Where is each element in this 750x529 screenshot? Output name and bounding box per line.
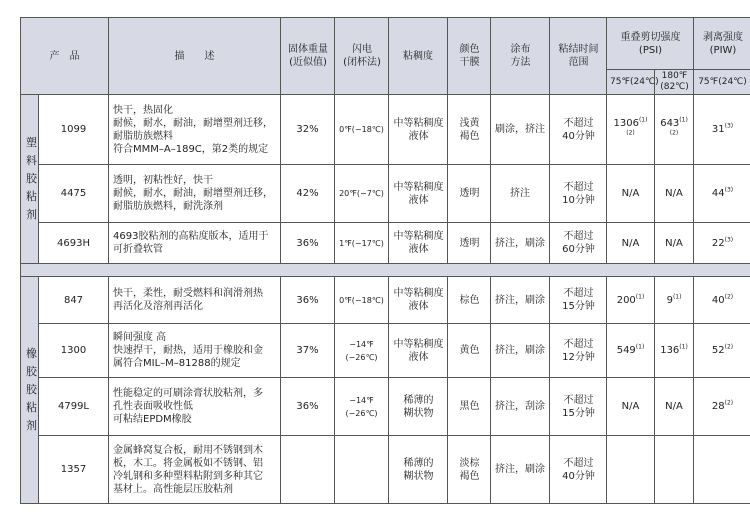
header-peel-temp-75: 75℉(24℃) [694, 70, 750, 95]
shear-75-value: 200 [616, 294, 636, 306]
product-code: 1099 [39, 95, 109, 165]
shear-75 [607, 277, 655, 324]
product-description: 4693胶粘剂的高粘度版本，适用于 可折叠软管 [109, 223, 281, 264]
shear-180-value: 136 [660, 345, 680, 356]
footnote-ref: (1)(2) [669, 116, 688, 137]
flash-point [335, 436, 389, 504]
product-description: 透明，初粘性好，快干 耐候，耐水，耐油，耐增塑剂迁移， 耐脂肪族燃料，耐洗涤剂 [109, 165, 281, 223]
peel-75 [694, 165, 750, 223]
shear-75-value: N/A [621, 237, 640, 249]
product-code: 1300 [39, 324, 109, 378]
shear-75 [607, 95, 655, 165]
shear-180-value: N/A [665, 188, 683, 199]
flash-point: 0℉(−18℃) [335, 277, 389, 324]
shear-75-value: N/A [621, 401, 640, 412]
footnote-ref: (3) [724, 122, 734, 130]
footnote-ref: (2) [724, 343, 734, 351]
header-description: 描 述 [109, 18, 281, 95]
header-solid-weight: 固体重量 (近似值) [281, 18, 335, 95]
footnote-ref: (1) [635, 293, 645, 301]
category-plastic-adhesive: 塑 料 胶 粘 剂 [21, 95, 39, 264]
product-description: 快干，柔性，耐受燃料和润滑剂热 再活化及溶剂再活化 [109, 277, 281, 324]
flash-point: −14℉(−26℃) [335, 378, 389, 436]
viscosity: 中等粘稠度 液体 [389, 277, 448, 324]
table-row [21, 165, 750, 223]
section-divider [21, 264, 750, 277]
solid-weight: 36% [281, 378, 335, 436]
flash-point: −14℉(−26℃) [335, 324, 389, 378]
shear-75 [607, 165, 655, 223]
header-shear-strength: 重叠剪切强度 (PSI) [607, 18, 694, 70]
bond-time: 不超过 40分钟 [550, 95, 607, 165]
product-code: 1357 [39, 436, 109, 504]
product-description: 金属蜂窝复合板，耐用不锈钢到木 板，木工。将金属板如不锈钢、铝 冷轧钢和多种塑料粘附到多种其它 基材上。高性能层压胶粘剂 [109, 436, 281, 504]
bond-time: 不超过 40分钟 [550, 436, 607, 504]
peel-75 [694, 324, 750, 378]
footnote-ref: (3) [724, 236, 734, 244]
footnote-ref: (1) [679, 343, 688, 351]
application-method: 挤注，刷涂 [491, 324, 550, 378]
peel-75-value: 40 [711, 294, 725, 306]
viscosity: 中等粘稠度 液体 [389, 165, 448, 223]
shear-180-value: N/A [665, 237, 683, 249]
solid-weight: 37% [281, 324, 335, 378]
product-code: 4693H [39, 223, 109, 264]
header-shear-temp-75: 75℉(24℃) [607, 70, 655, 95]
flash-point: 20℉(−7℃) [335, 165, 389, 223]
header-product: 产 品 [21, 18, 109, 95]
adhesive-spec-table [20, 17, 750, 504]
solid-weight: 36% [281, 277, 335, 324]
solid-weight: 32% [281, 95, 335, 165]
shear-180-value: N/A [665, 401, 683, 412]
category-rubber-adhesive: 橡 胶 胶 粘 剂 [21, 277, 39, 504]
product-description: 快干，热固化 耐候，耐水，耐油，耐增塑剂迁移， 耐脂肪族燃料 符合MMM–A–189C，第2类的规定 [109, 95, 281, 165]
peel-75-value: 22 [711, 237, 725, 249]
header-bond-time: 粘结时间 范围 [550, 18, 607, 95]
color: 黄色 [448, 324, 491, 378]
color: 棕色 [448, 277, 491, 324]
solid-weight: 36% [281, 223, 335, 264]
shear-180 [655, 436, 694, 504]
application-method: 挤注，刷涂 [491, 277, 550, 324]
table-row [21, 277, 750, 324]
peel-75-value: 52 [711, 345, 725, 356]
peel-75-value: 28 [711, 401, 725, 412]
bond-time: 不超过 12分钟 [550, 324, 607, 378]
shear-180 [655, 324, 694, 378]
viscosity: 中等粘稠度 液体 [389, 95, 448, 165]
solid-weight [281, 436, 335, 504]
peel-75 [694, 378, 750, 436]
shear-75-value: 549 [616, 345, 636, 356]
peel-75-value: 44 [711, 188, 725, 199]
shear-75 [607, 436, 655, 504]
bond-time: 不超过 15分钟 [550, 378, 607, 436]
bond-time: 不超过 15分钟 [550, 277, 607, 324]
product-description: 性能稳定的可刷涂膏状胶粘剂，多 孔性表面吸收性低 可粘结EPDM橡胶 [109, 378, 281, 436]
peel-75 [694, 277, 750, 324]
header-shear-temp-180: 180℉ (82℃) [655, 70, 694, 95]
table-row [21, 95, 750, 165]
footnote-ref: (1) [635, 343, 645, 351]
shear-180-value: 643 [660, 117, 680, 129]
header-application: 涂布 方法 [491, 18, 550, 95]
viscosity: 中等粘稠度 液体 [389, 223, 448, 264]
peel-75 [694, 436, 750, 504]
shear-180 [655, 223, 694, 264]
shear-180 [655, 378, 694, 436]
table-row [21, 324, 750, 378]
shear-75-value: 1306 [613, 117, 639, 129]
viscosity: 中等粘稠度 液体 [389, 324, 448, 378]
color: 透明 [448, 223, 491, 264]
footnote-ref: (2) [724, 293, 734, 301]
shear-75 [607, 223, 655, 264]
footnote-ref: (3) [724, 186, 734, 194]
application-method: 挤注，刮涂 [491, 378, 550, 436]
application-method: 挤注，刷涂 [491, 223, 550, 264]
footnote-ref: (2) [724, 399, 734, 407]
footnote-ref: (1) [672, 293, 682, 301]
shear-180 [655, 277, 694, 324]
table-row [21, 378, 750, 436]
bond-time: 不超过 10分钟 [550, 165, 607, 223]
bond-time: 不超过 60分钟 [550, 223, 607, 264]
shear-75-value: N/A [621, 188, 640, 199]
shear-75 [607, 378, 655, 436]
application-method: 挤注 [491, 165, 550, 223]
application-method: 挤注，刷涂 [491, 436, 550, 504]
peel-75-value: 31 [711, 124, 725, 135]
flash-point: 0℉(−18℃) [335, 95, 389, 165]
shear-180 [655, 165, 694, 223]
peel-75 [694, 95, 750, 165]
product-description: 瞬间强度 高 快速捍干，耐热，适用于橡胶和金 属符合MIL–M–81288的规定 [109, 324, 281, 378]
viscosity: 稀薄的 糊状物 [389, 436, 448, 504]
table-row [21, 436, 750, 504]
application-method: 刷涂，挤注 [491, 95, 550, 165]
color: 黑色 [448, 378, 491, 436]
header-viscosity: 粘稠度 [389, 18, 448, 95]
flash-point: 1℉(−17℃) [335, 223, 389, 264]
shear-180-value: 9 [666, 294, 673, 306]
product-code: 847 [39, 277, 109, 324]
footnote-ref: (1)(2) [626, 116, 648, 137]
shear-180 [655, 95, 694, 165]
shear-75 [607, 324, 655, 378]
color: 浅黄 褐色 [448, 95, 491, 165]
solid-weight: 42% [281, 165, 335, 223]
product-code: 4475 [39, 165, 109, 223]
header-flash-point: 闪电 (闭杯法) [335, 18, 389, 95]
color: 淡棕 褐色 [448, 436, 491, 504]
table-row [21, 223, 750, 264]
color: 透明 [448, 165, 491, 223]
header-peel-strength: 剥离强度 (PIW) [694, 18, 750, 70]
header-color: 颜色 干膜 [448, 18, 491, 95]
viscosity: 稀薄的 糊状物 [389, 378, 448, 436]
divider-bar [21, 264, 750, 277]
product-code: 4799L [39, 378, 109, 436]
peel-75 [694, 223, 750, 264]
